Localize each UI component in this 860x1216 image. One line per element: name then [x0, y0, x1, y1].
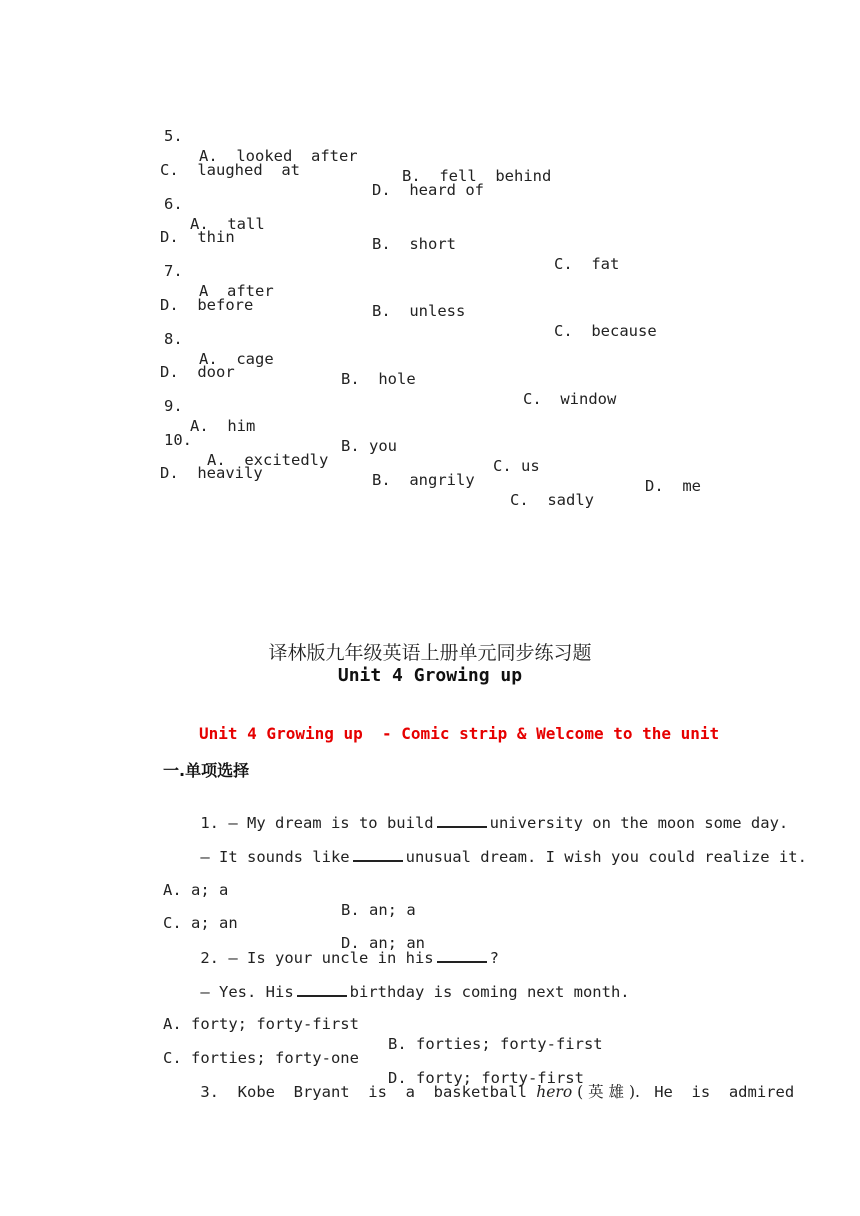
question-text: ?: [489, 949, 499, 967]
question-number: 8.: [164, 330, 183, 348]
option-c: C. a; an: [163, 914, 238, 932]
option-c: C. fat: [554, 255, 620, 273]
answer-blank: [353, 846, 403, 862]
question-text: 3. Kobe Bryant is a basketball: [200, 1083, 537, 1101]
option-a: A. forty; forty-first: [163, 1015, 359, 1033]
question-number: 5.: [164, 127, 183, 145]
option-b: B. short: [372, 235, 456, 253]
option-b: B. angrily: [372, 471, 475, 489]
option-b: B. you: [341, 437, 397, 455]
option-a: A. him: [190, 417, 256, 435]
question-text: — It sounds like: [200, 848, 350, 866]
option-b: B. an; a: [341, 901, 416, 919]
question-text: 1. — My dream is to build: [200, 814, 434, 832]
option-a: A. a; a: [163, 881, 229, 899]
option-c: C. forties; forty-one: [163, 1049, 359, 1067]
option-c: C. sadly: [510, 491, 594, 509]
option-c: C. because: [554, 322, 657, 340]
option-c: C. us: [493, 457, 540, 475]
option-a: A. cage: [199, 350, 274, 368]
question-number: 10.: [164, 431, 192, 449]
question-text: 2. — Is your uncle in his: [200, 949, 434, 967]
question-text: university on the moon some day.: [489, 814, 789, 832]
chinese-gloss: ( 英 雄 ).: [572, 1083, 645, 1101]
emphasized-word: hero: [536, 1083, 573, 1101]
option-d: D. thin: [160, 228, 235, 246]
question-1-line-2: [163, 826, 807, 887]
question-text: He is admired: [644, 1083, 795, 1101]
question-10-options-cont: [0, 443, 263, 503]
option-d: D. heard of: [372, 181, 484, 199]
question-number: 9.: [164, 397, 183, 415]
question-text: birthday is coming next month.: [349, 983, 630, 1001]
question-number: 6.: [164, 195, 183, 213]
option-d: D. door: [160, 363, 235, 381]
option-d: D. an; an: [341, 934, 425, 952]
option-d: D. me: [645, 477, 701, 495]
question-3-line-1: [163, 1062, 794, 1122]
option-c: C. laughed at: [160, 161, 300, 179]
option-a: A. tall: [190, 215, 265, 233]
question-number: 7.: [164, 262, 183, 280]
option-b: B. fell behind: [402, 167, 552, 185]
answer-blank: [297, 981, 347, 997]
part-heading: 一.单项选择: [163, 761, 250, 780]
option-b: B. hole: [341, 370, 416, 388]
option-a: A after: [199, 282, 274, 300]
option-b: B. unless: [372, 302, 466, 320]
question-text: — Yes. His: [200, 983, 294, 1001]
option-b: B. forties; forty-first: [388, 1035, 603, 1053]
option-d: D. before: [160, 296, 254, 314]
option-d: D. heavily: [160, 464, 263, 482]
document-title-chinese: 译林版九年级英语上册单元同步练习题: [268, 642, 592, 664]
section-title: Unit 4 Growing up - Comic strip & Welcome to the unit: [199, 724, 720, 743]
question-2-line-2: [163, 961, 630, 1022]
option-c: C. window: [523, 390, 617, 408]
question-text: unusual dream. I wish you could realize it.: [405, 848, 807, 866]
document-title-english: Unit 4 Growing up: [337, 665, 523, 686]
option-a: A. looked after: [199, 147, 358, 165]
option-a: A. excitedly: [207, 451, 329, 469]
option-d: D. forty; forty-first: [388, 1069, 584, 1087]
